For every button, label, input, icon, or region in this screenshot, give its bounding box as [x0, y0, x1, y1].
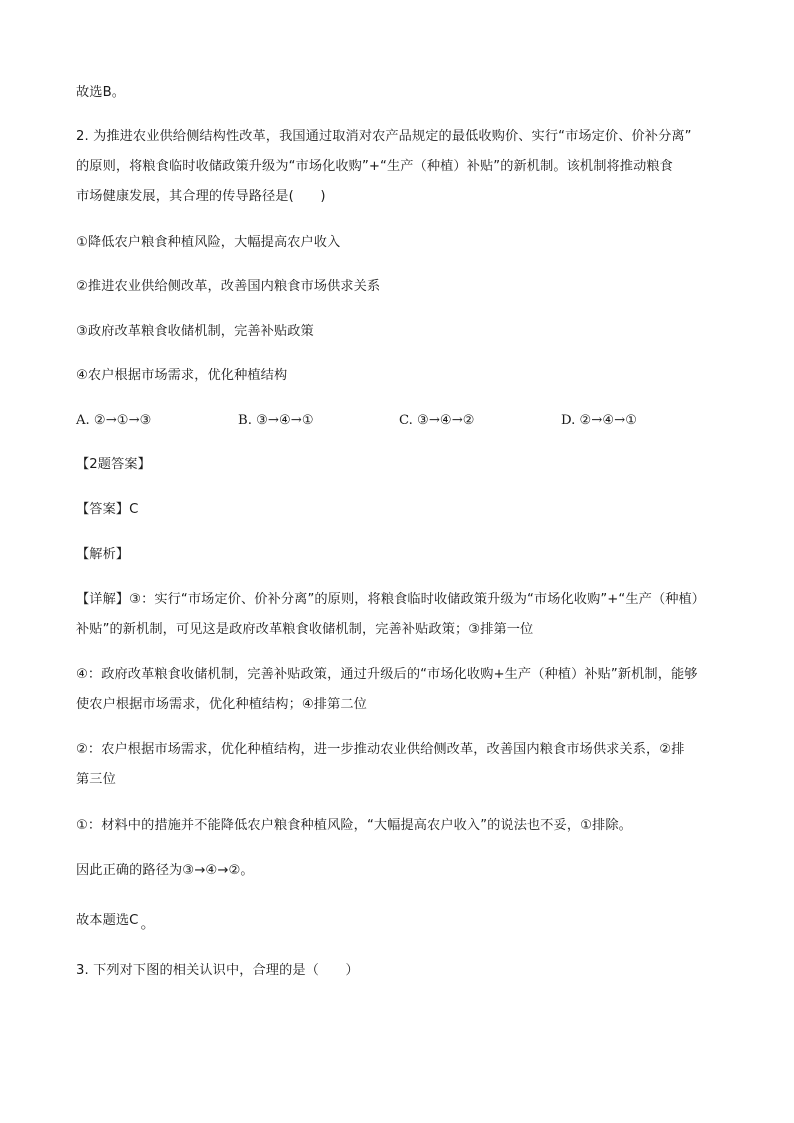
q2-conclusion: 因此正确的路径为③→④→②。 [76, 863, 254, 878]
q2-stem-line-2: 的原则，将粮食临时收储政策升级为“市场化收购”+“生产（种植）补贴”的新机制。该机制将推动粮食 [76, 159, 673, 174]
q2-option-b: B. ③→④→① [238, 413, 314, 428]
q2-detail-line-3: ④：政府改革粮食收储机制，完善补贴政策，通过升级后的“市场化收购+生产（种植）补贴”新机制，能够 [76, 667, 698, 682]
q2-stem-line-3: 市场健康发展，其合理的传导路径是( ) [76, 189, 326, 204]
q2-analysis-header: 【解析】 [76, 547, 130, 562]
q2-answer: 【答案】C [76, 502, 139, 517]
q2-item-4: ④农户根据市场需求，优化种植结构 [76, 368, 288, 383]
q2-item-1: ①降低农户粮食种植风险，大幅提高农户收入 [76, 235, 341, 250]
q2-final-answer-text: 故本题选C [76, 913, 139, 928]
previous-answer-conclusion: 故选B。 [76, 85, 126, 100]
q2-stem-line-1: 2. 为推进农业供给侧结构性改革，我国通过取消对农产品规定的最低收购价、实行“市场定价、价补分离” [76, 129, 692, 144]
q2-detail-line-7: ①：材料中的措施并不能降低农户粮食种植风险，“大幅提高农户收入”的说法也不妥，①排除。 [76, 818, 632, 833]
q2-option-a: A. ②→①→③ [76, 413, 152, 428]
q2-item-2: ②推进农业供给侧改革，改善国内粮食市场供求关系 [76, 279, 381, 294]
q2-detail-line-1: 【详解】③：实行“市场定价、价补分离”的原则，将粮食临时收储政策升级为“市场化收购”+“生产（种植） [76, 592, 706, 607]
q2-detail-line-4: 使农户根据市场需求，优化种植结构；④排第二位 [76, 697, 367, 712]
q2-answer-header: 【2题答案】 [76, 457, 151, 472]
q2-option-d: D. ②→④→① [561, 413, 638, 428]
q2-detail-line-2: 补贴”的新机制，可见这是政府改革粮食收储机制，完善补贴政策；③排第一位 [76, 622, 534, 637]
q2-detail-line-5: ②：农户根据市场需求，优化种植结构，进一步推动农业供给侧改革，改善国内粮食市场供求关系，②排 [76, 742, 685, 757]
q2-item-3: ③政府改革粮食收储机制，完善补贴政策 [76, 324, 314, 339]
q2-option-c: C. ③→④→② [399, 413, 475, 428]
q2-options [76, 412, 716, 430]
q2-final-answer [76, 910, 154, 930]
q3-stem: 3. 下列对下图的相关认识中，合理的是（ ） [76, 963, 359, 978]
q2-final-answer-period: 。 [140, 914, 156, 932]
q2-detail-line-6: 第三位 [76, 772, 116, 787]
